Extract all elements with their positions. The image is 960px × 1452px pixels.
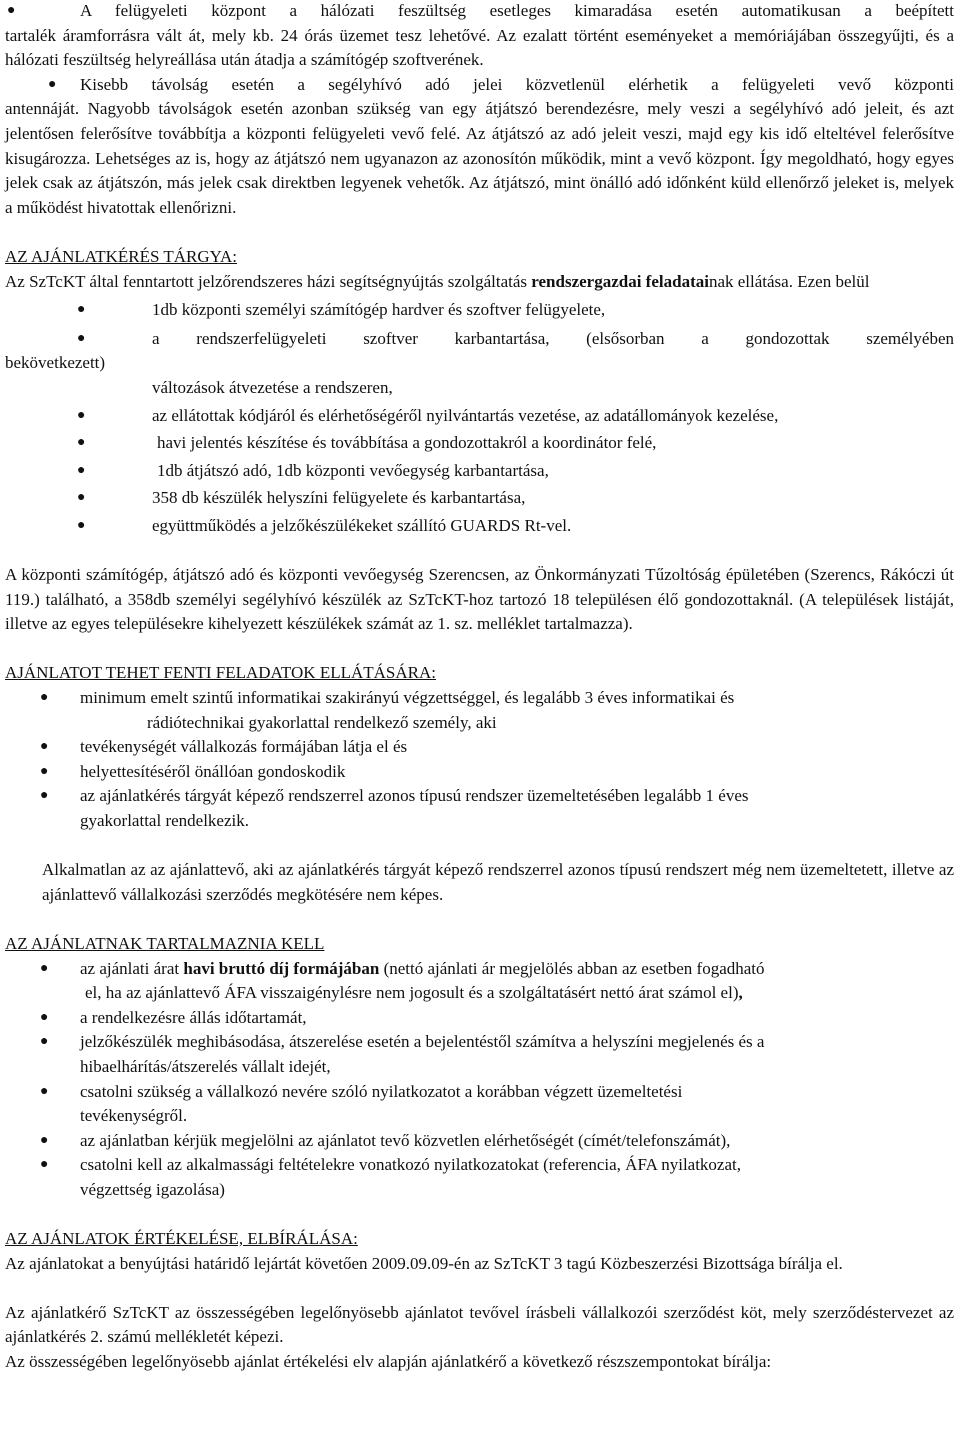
contents-item-text-part: el, ha az ajánlattevő ÁFA visszaigénylésre nem jogosult és a szolgáltatásért nettó árat számol el): [85, 983, 739, 1003]
evaluation-paragraph: Az ajánlatkérő SzTcKT az összességében legelőnyösebb ajánlatot tevővel írásbeli vállalkozói szerződést köt, mely szerződéstervezet az ajánlatkérés 2. számú mellékletét képezi.: [5, 1302, 954, 1347]
contents-item-bold: ,: [738, 983, 743, 1003]
document-page: [5, 0, 954, 1375]
subject-list-item: [5, 486, 954, 511]
evaluation-paragraph: Az ajánlatokat a benyújtási határidő lejártát követően 2009.09.09-én az SzTcKT 3 tagú Közbeszerzési Bizottsága bírálja el.: [5, 1253, 843, 1273]
subject-item-text: 1db központi személyi számítógép hardver és szoftver felügyelete,: [152, 300, 606, 320]
section-heading-eligibility: AJÁNLATOT TEHET FENTI FELADATOK ELLÁTÁSÁRA:: [5, 663, 436, 683]
subject-list-item: [5, 327, 954, 401]
bullet-icon: ●: [40, 1009, 49, 1025]
contents-item-text: csatolni kell az alkalmassági feltételekre vonatkozó nyilatkozatokat (referencia, ÁFA nyilatkozat,: [80, 1155, 741, 1175]
eligibility-item-text-cont: rádiótechnikai gyakorlattal rendelkező személy, aki: [147, 712, 497, 732]
intro-item-lead: A felügyeleti központ a hálózati feszültség esetleges kimaradása esetén automatikusan a beépített: [80, 1, 954, 20]
bullet-icon: ●: [40, 788, 49, 804]
eligibility-list-item: [5, 784, 954, 833]
subject-text: Az SzTcKT által fenntartott jelzőrendszeres házi segítségnyújtás szolgáltatás: [5, 271, 532, 291]
eligibility-item-text: helyettesítéséről önállóan gondoskodik: [80, 761, 346, 781]
bullet-icon: ●: [40, 1034, 49, 1050]
contents-item-text-cont: végzettség igazolása): [80, 1179, 225, 1199]
subject-list-item: [5, 459, 954, 484]
evaluation-paragraph: Az összességében legelőnyösebb ajánlat értékelési elv alapján ajánlatkérő a következő részszempontokat bírálja:: [5, 1352, 772, 1372]
bullet-icon: ●: [48, 76, 57, 92]
bullet-icon: ●: [77, 435, 86, 451]
contents-item-text: [5, 957, 954, 982]
location-paragraph: A központi számítógép, átjátszó adó és központi vevőegység Szerencsen, az Önkormányzati Tűzoltóság épületében (Szerencs, Rákóczi út 119.) található, a 358db személyi segélyhívó készülék az SzTcKT-hoz tartozó 18 településen élő gondozottaknál. (A települések listáját, illetve az egyes településekre kihelyezett készülékek számát az 1. sz. melléklet tartalmazza).: [5, 565, 954, 634]
subject-list-item: [5, 298, 954, 323]
section-heading-contents: AZ AJÁNLATNAK TARTALMAZNIA KELL: [5, 933, 325, 953]
contents-item-text: az ajánlatban kérjük megjelölni az ajánlatot tevő közvetlen elérhetőségét (címét/telefonszámát),: [80, 1130, 731, 1150]
contents-list-item: [5, 1006, 954, 1031]
contents-item-text-cont: [5, 981, 954, 1006]
bullet-icon: ●: [40, 1132, 49, 1148]
subject-item-text: együttműködés a jelzőkészülékeket szállító GUARDS Rt-vel.: [152, 515, 572, 535]
subject-item-text-cont: bekövetkezett): [5, 353, 106, 373]
bullet-icon: ●: [77, 330, 86, 346]
intro-item-text: tartalék áramforrásra vált át, mely kb. 24 órás üzemet tesz lehetővé. Az ezalatt történt eseményeket a memóriájában összegyűjti, és a hálózati feszültség helyreállása után átadja a számítógép szoftverének.: [5, 25, 954, 70]
contents-item-bold: havi bruttó díj formájában: [183, 958, 380, 978]
subject-text-end: nak ellátása. Ezen belül: [708, 271, 870, 291]
bullet-icon: ●: [77, 407, 86, 423]
subject-item-text: havi jelentés készítése és továbbítása a gondozottakról a koordinátor felé,: [157, 433, 657, 453]
bullet-icon: ●: [7, 3, 16, 18]
contents-list-item: [5, 1153, 954, 1202]
subject-item-text: az ellátottak kódjáról és elérhetőségéről nyilvántartás vezetése, az adatállományok kezelése,: [152, 405, 779, 425]
eligibility-item-text: tevékenységét vállalkozás formájában látja el és: [80, 737, 408, 757]
intro-item-text: antennáját. Nagyobb távolságok esetén azonban szükség van egy átjátszó berendezésre, mely veszi a segélyhívó adó jeleit, és azt jelentősen felerősítve továbbítja a központi felügyeleti vevő felé. Az átjátszó az adó jeleit veszi, majd egy kis idő elteltével felerősítve kisugározza. Lehetséges az is, hogy az átjátszó nem ugyanazon az azonosítón működik, mint a vevő központ. Így megoldható, hogy egyes jelek csak az átjátszón, más jelek csak direktben legyenek vehetők. Az átjátszó, mint önálló adó időnként küld ellenőrző jeleket is, melyek a működést hivatottak ellenőrizni.: [5, 99, 954, 217]
eligibility-list-item: [5, 686, 954, 735]
bullet-icon: ●: [77, 490, 86, 506]
contents-item-text: a rendelkezésre állás időtartamát,: [80, 1007, 307, 1027]
contents-item-text: csatolni szükség a vállalkozó nevére szóló nyilatkozatot a korábban végzett üzemeltetési: [80, 1081, 683, 1101]
eligibility-item-text-cont: gyakorlattal rendelkezik.: [80, 811, 249, 830]
subject-item-text: a rendszerfelügyeleti szoftver karbantartása, (elsősorban a gondozottak személyében: [152, 328, 954, 348]
subject-paragraph: [5, 270, 954, 295]
contents-item-text-cont: tevékenységről.: [80, 1106, 188, 1126]
eligibility-item-text: az ajánlatkérés tárgyát képező rendszerrel azonos típusú rendszer üzemeltetésében legalább 1 éves: [80, 786, 749, 806]
unsuitable-paragraph: Alkalmatlan az az ajánlattevő, aki az ajánlatkérés tárgyát képező rendszerrel azonos típusú rendszert még nem üzemeltetett, illetve az ajánlattevő vállalkozási szerződés megkötésére nem képes.: [42, 860, 954, 904]
contents-item-text-cont: hibaelhárítás/átszerelés vállalt idejét,: [80, 1056, 331, 1076]
intro-item-lead: Kisebb távolság esetén a segélyhívó adó jelei közvetlenül elérhetik a felügyeleti vevő központi: [80, 74, 954, 94]
intro-list-item: [5, 0, 954, 73]
contents-item-text-part: (nettó ajánlati ár megjelölés abban az esetben fogadható: [379, 958, 765, 978]
bullet-icon: ●: [40, 739, 49, 755]
subject-item-text-cont: változások átvezetése a rendszeren,: [152, 377, 393, 397]
subject-item-text: 358 db készülék helyszíni felügyelete és karbantartása,: [152, 488, 526, 508]
bullet-icon: ●: [40, 690, 49, 706]
intro-list-item: [5, 73, 954, 221]
bullet-icon: ●: [77, 302, 86, 318]
contents-list-item: [5, 1129, 954, 1154]
contents-list-item: [5, 957, 954, 1006]
eligibility-list-item: [5, 735, 954, 760]
contents-list-item: [5, 1080, 954, 1129]
section-heading-subject: AZ AJÁNLATKÉRÉS TÁRGYA:: [5, 246, 238, 266]
eligibility-list-item: [5, 760, 954, 785]
bullet-icon: ●: [77, 462, 86, 478]
eligibility-item-text: minimum emelt szintű informatikai szakirányú végzettséggel, és legalább 3 éves informatikai és: [80, 688, 735, 708]
subject-list-item: [5, 514, 954, 539]
contents-list-item: [5, 1030, 954, 1079]
bullet-icon: ●: [40, 763, 49, 779]
bullet-icon: ●: [40, 1083, 49, 1099]
subject-list-item: [5, 431, 954, 456]
subject-item-text: 1db átjátszó adó, 1db központi vevőegység karbantartása,: [157, 460, 549, 480]
subject-bold-text: rendszergazdai feladatai: [531, 271, 709, 291]
bullet-icon: ●: [40, 1157, 49, 1173]
section-heading-evaluation: AZ AJÁNLATOK ÉRTÉKELÉSE, ELBÍRÁLÁSA:: [5, 1229, 358, 1249]
bullet-icon: ●: [40, 960, 49, 976]
bullet-icon: ●: [77, 517, 86, 533]
contents-item-text-part: az ajánlati árat: [80, 958, 184, 978]
contents-item-text: jelzőkészülék meghibásodása, átszerelése esetén a bejelentéstől számítva a helyszíni megjelenés és a: [80, 1032, 765, 1052]
subject-list-item: [5, 404, 954, 429]
